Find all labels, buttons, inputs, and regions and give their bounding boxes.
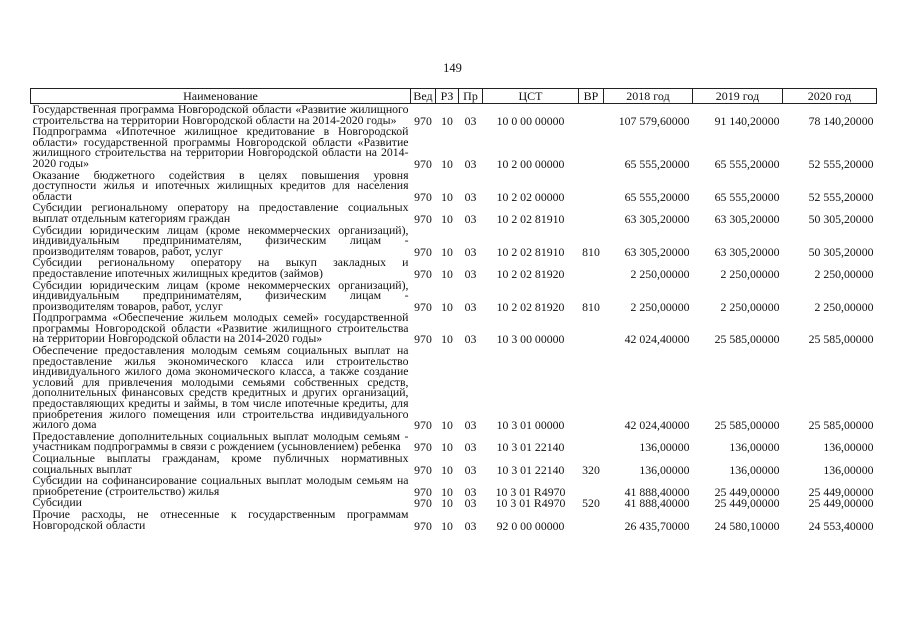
column-header-pr: Пр (459, 89, 483, 104)
cell-2020: 24 553,40000 (808, 518, 874, 533)
cell-cst: 10 2 02 81910 (496, 244, 565, 259)
cell-vr (579, 475, 604, 497)
cell-2018: 2 250,00000 (630, 299, 690, 314)
cell-ved: 970 (414, 462, 432, 477)
column-header-rz: РЗ (436, 89, 459, 104)
column-header-2018: 2018 год (604, 89, 693, 104)
cell-pr: 03 (464, 462, 477, 477)
column-header-2019: 2019 год (693, 89, 783, 104)
cell-cst: 10 2 02 81920 (496, 299, 565, 314)
cell-ved: 970 (414, 496, 432, 511)
cell-vr (579, 170, 604, 203)
cell-2020: 136,00000 (823, 440, 874, 455)
cell-2019: 25 585,00000 (714, 332, 780, 347)
cell-ved: 970 (414, 332, 432, 347)
cell-name: Субсидии региональному оператору на выкуп закладных и предоставление ипотечных жилищных кредитов (займов) (32, 255, 409, 280)
table-row (31, 475, 877, 497)
cell-name: Оказание бюджетного содействия в целях повышения уровня доступности жилья и ипотечных жилищных кредитов для населения области (32, 167, 409, 203)
cell-rz: 10 (441, 189, 453, 204)
cell-2018: 65 555,20000 (624, 189, 690, 204)
cell-2019: 91 140,20000 (714, 113, 780, 128)
cell-ved: 970 (414, 156, 432, 171)
cell-name: Подпрограмма «Обеспечение жильем молодых семей» государственной программы Новгородской области «Развитие жилищного строительства на территории Новгородской области на 2014-2020 годы» (32, 310, 409, 346)
cell-2020: 2 250,00000 (814, 299, 874, 314)
cell-cst: 10 3 00 00000 (496, 332, 565, 347)
cell-cst: 10 3 01 R4970 (495, 496, 566, 511)
cell-2019: 25 449,00000 (714, 496, 780, 511)
table-row (31, 202, 877, 224)
cell-name: Обеспечение предоставления молодым семьям социальных выплат на предоставление жилья экономического класса или строительство индивидуального жилого дома экономического класса, а также создание условий для привлечения молодыми семьями собственных средств, дополнительных финансовых средств кредитных и других организаций, предоставляющих кредиты и займы, в том числе ипотечные кредиты, для приобретения жилого помещения или строительства индивидуального жилого дома (32, 343, 409, 432)
cell-2018: 41 888,40000 (624, 484, 690, 499)
cell-pr: 03 (464, 332, 477, 347)
cell-2020: 136,00000 (823, 462, 874, 477)
cell-pr: 03 (464, 189, 477, 204)
cell-2018: 2 250,00000 (630, 266, 690, 281)
cell-vr (579, 345, 604, 431)
cell-2018: 107 579,60000 (618, 113, 690, 128)
cell-vr: 810 (582, 299, 600, 314)
cell-2020: 25 585,00000 (808, 332, 874, 347)
cell-2018: 136,00000 (639, 440, 690, 455)
cell-ved: 970 (414, 440, 432, 455)
cell-2020: 50 305,20000 (808, 244, 874, 259)
cell-name: Субсидии на софинансирование социальных выплат молодым семьям на приобретение (строительство) жилья (32, 473, 409, 498)
cell-name: Государственная программа Новгородской области «Развитие жилищного строительства на территории Новгородской области на 2014-2020 годы» (32, 102, 409, 127)
cell-rz: 10 (441, 156, 453, 171)
cell-pr: 03 (464, 266, 477, 281)
cell-ved: 970 (414, 299, 432, 314)
cell-rz: 10 (441, 332, 453, 347)
cell-name: Субсидии юридическим лицам (кроме некоммерческих организаций), индивидуальным предпринимателям, физическим лицам - производителям товаров, работ, услуг (32, 222, 409, 258)
cell-2018: 63 305,20000 (624, 244, 690, 259)
cell-pr: 03 (464, 440, 477, 455)
cell-2019: 2 250,00000 (720, 299, 780, 314)
cell-pr: 03 (464, 244, 477, 259)
cell-ved: 970 (414, 266, 432, 281)
cell-vr (579, 104, 604, 127)
cell-2019: 25 449,00000 (714, 484, 780, 499)
cell-vr (579, 312, 604, 345)
cell-2018: 63 305,20000 (624, 211, 690, 226)
cell-ved: 970 (414, 244, 432, 259)
cell-rz: 10 (441, 266, 453, 281)
table-row (31, 509, 877, 531)
column-header-name: Наименование (31, 89, 411, 104)
cell-pr: 03 (464, 418, 477, 433)
cell-pr: 03 (464, 299, 477, 314)
cell-pr: 03 (464, 484, 477, 499)
cell-cst: 10 3 01 22140 (496, 462, 565, 477)
column-header-cst: ЦСТ (483, 89, 579, 104)
cell-2018: 42 024,40000 (624, 332, 690, 347)
cell-cst: 10 3 01 R4970 (495, 484, 566, 499)
cell-2018: 136,00000 (639, 462, 690, 477)
table-body (31, 104, 877, 532)
table-row (31, 225, 877, 258)
table-row (31, 312, 877, 345)
cell-2019: 2 250,00000 (720, 266, 780, 281)
cell-2019: 65 555,20000 (714, 189, 780, 204)
cell-2020: 25 585,00000 (808, 418, 874, 433)
column-header-2020: 2020 год (783, 89, 877, 104)
table-row (31, 104, 877, 127)
cell-vr (579, 126, 604, 169)
cell-2018: 41 888,40000 (624, 496, 690, 511)
cell-2020: 50 305,20000 (808, 211, 874, 226)
cell-2020: 25 449,00000 (808, 484, 874, 499)
cell-rz: 10 (441, 518, 453, 533)
cell-2019: 25 585,00000 (714, 418, 780, 433)
cell-name: Субсидии региональному оператору на предоставление социальных выплат отдельным категориям граждан (32, 200, 409, 225)
table-row (31, 453, 877, 475)
cell-vr: 320 (582, 462, 600, 477)
cell-cst: 10 3 01 22140 (496, 440, 565, 455)
table-row (31, 170, 877, 203)
cell-name: Субсидии (32, 495, 82, 510)
table-row (31, 280, 877, 313)
cell-vr (579, 202, 604, 224)
table-row (31, 431, 877, 453)
cell-vr: 810 (582, 244, 600, 259)
cell-pr: 03 (464, 496, 477, 511)
cell-ved: 970 (414, 484, 432, 499)
cell-2019: 65 555,20000 (714, 156, 780, 171)
cell-rz: 10 (441, 211, 453, 226)
cell-name: Социальные выплаты гражданам, кроме публичных нормативных социальных выплат (32, 451, 409, 476)
cell-2018: 26 435,70000 (624, 518, 690, 533)
cell-name: Подпрограмма «Ипотечное жилищное кредитование в Новгородской области» государственной программы Новгородской области «Развитие жилищного строительства на территории Новгородской области на 2014-2020 годы» (32, 124, 409, 170)
cell-cst: 10 3 01 00000 (496, 418, 565, 433)
cell-pr: 03 (464, 113, 477, 128)
cell-name: Субсидии юридическим лицам (кроме некоммерческих организаций), индивидуальным предпринимателям, физическим лицам - производителям товаров, работ, услуг (32, 277, 409, 313)
cell-rz: 10 (441, 244, 453, 259)
table-row (31, 126, 877, 169)
cell-ved: 970 (414, 113, 432, 128)
cell-2020: 78 140,20000 (808, 113, 874, 128)
cell-pr: 03 (464, 156, 477, 171)
cell-rz: 10 (441, 462, 453, 477)
cell-cst: 10 0 00 00000 (496, 113, 565, 128)
cell-cst: 10 2 02 81910 (496, 211, 565, 226)
cell-2018: 42 024,40000 (624, 418, 690, 433)
cell-2019: 63 305,20000 (714, 244, 780, 259)
cell-ved: 970 (414, 211, 432, 226)
cell-2020: 52 555,20000 (808, 189, 874, 204)
cell-2020: 52 555,20000 (808, 156, 874, 171)
cell-pr: 03 (464, 211, 477, 226)
cell-ved: 970 (414, 189, 432, 204)
column-header-vr: ВР (579, 89, 604, 104)
cell-2019: 136,00000 (729, 440, 780, 455)
cell-ved: 970 (414, 418, 432, 433)
cell-cst: 92 0 00 00000 (496, 518, 565, 533)
cell-name: Предоставление дополнительных социальных выплат молодым семьям - участникам подпрограммы в связи с рождением (усыновлением) ребенка (32, 428, 409, 454)
cell-vr: 520 (582, 496, 600, 511)
page-number: 149 (443, 61, 462, 75)
cell-cst: 10 2 02 81920 (496, 266, 565, 281)
table-row (31, 345, 877, 431)
cell-2018: 65 555,20000 (624, 156, 690, 171)
cell-2020: 2 250,00000 (814, 266, 874, 281)
cell-rz: 10 (441, 484, 453, 499)
cell-2019: 24 580,10000 (714, 518, 780, 533)
cell-name: Прочие расходы, не отнесенные к государственным программам Новгородской области (32, 506, 409, 532)
cell-rz: 10 (441, 496, 453, 511)
table-row (31, 257, 877, 279)
cell-vr (579, 431, 604, 453)
cell-rz: 10 (441, 299, 453, 314)
cell-pr: 03 (464, 518, 477, 533)
cell-2020: 25 449,00000 (808, 496, 874, 511)
budget-table (30, 88, 877, 531)
cell-vr (579, 257, 604, 279)
cell-rz: 10 (441, 418, 453, 433)
cell-cst: 10 2 02 00000 (496, 189, 565, 204)
cell-rz: 10 (441, 113, 453, 128)
cell-ved: 970 (414, 518, 432, 533)
cell-2019: 136,00000 (729, 462, 780, 477)
cell-cst: 10 2 00 00000 (496, 156, 565, 171)
cell-rz: 10 (441, 440, 453, 455)
cell-vr (579, 509, 604, 531)
cell-2019: 63 305,20000 (714, 211, 780, 226)
column-header-ved: Вед (411, 89, 436, 104)
